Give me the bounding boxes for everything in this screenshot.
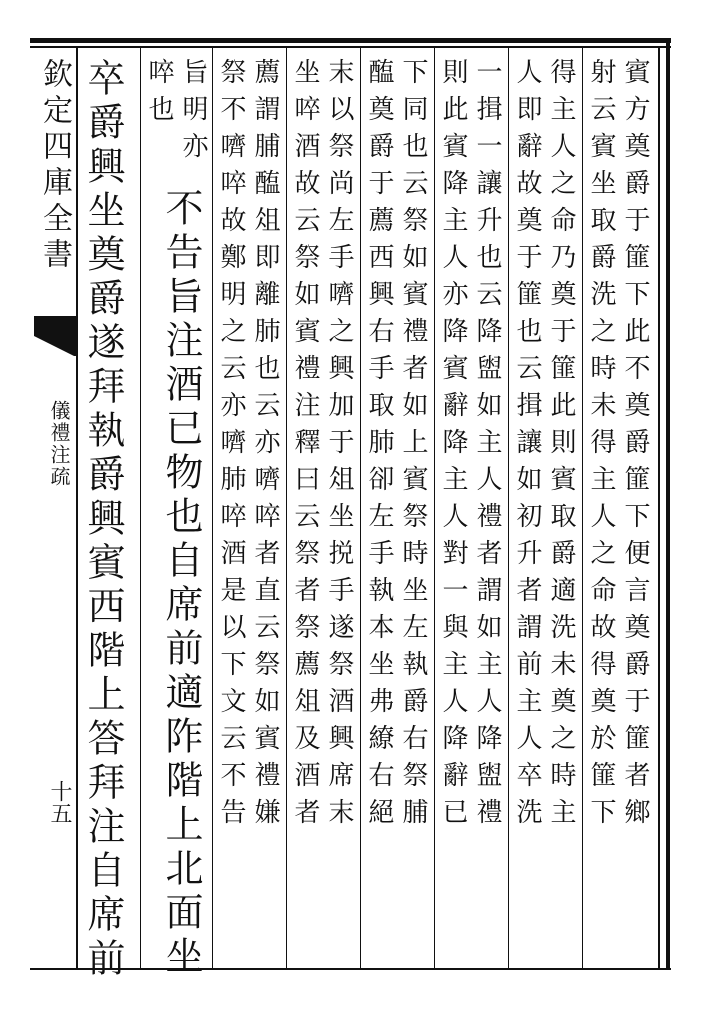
column-rule: [508, 48, 509, 968]
book-title: 儀禮注疏: [47, 400, 71, 488]
text-column: 啐也: [144, 58, 174, 132]
main-text-column: 不告旨注酒已物也自席前適阼階上北面坐: [159, 188, 203, 980]
text-column: 旨明亦: [178, 58, 208, 169]
text-column: 得主人之命乃奠于篚此則賓取爵適洗未奠之時主: [546, 58, 576, 835]
right-border: [666, 38, 670, 970]
text-column: 一揖一讓升也云降盥如主人禮者謂如主人降盥禮: [472, 58, 502, 835]
text-column: 末以祭尚左手嚌之興加于俎坐捝手遂祭酒興席末: [324, 58, 354, 835]
text-column: 祭不嚌啐故鄭明之云亦嚌肺啐酒是以下文云不告: [216, 58, 246, 835]
text-column: 薦謂脯醢俎即離肺也云亦嚌啐者直云祭如賓禮嫌: [250, 58, 280, 835]
right-border-inner: [658, 46, 660, 970]
bottom-border: [30, 968, 671, 970]
top-border: [30, 38, 671, 43]
column-rule: [434, 48, 435, 968]
column-rule: [360, 48, 361, 968]
text-column: 人即辭故奠于篚也云揖讓如初升者謂前主人卒洗: [512, 58, 542, 835]
column-rule: [212, 48, 213, 968]
text-column: 坐啐酒故云祭如賓禮注釋曰云祭者祭薦俎及酒者: [290, 58, 320, 835]
top-border-inner: [30, 46, 671, 48]
fish-tail-notch: [34, 336, 74, 376]
text-column: 射云賓坐取爵洗之時未得主人之命故得奠於篚下: [586, 58, 616, 835]
text-column: 則此賓降主人亦降賓辭降主人對一與主人降辭已: [438, 58, 468, 835]
main-text-column: 卒爵興坐奠爵遂拜執爵興賓西階上答拜注自席前: [81, 58, 125, 982]
text-column: 醢奠爵于薦西興右手取肺卻左手執本坐弗繚右絕: [364, 58, 394, 835]
text-column: 賓方奠爵于篚下此不奠爵篚下便言奠爵于篚者鄉: [620, 58, 650, 835]
column-rule: [286, 48, 287, 968]
library-title: 欽定四庫全書: [37, 58, 72, 274]
column-rule: [140, 48, 141, 968]
text-column: 下同也云祭如賓禮者如上賓祭時坐左執爵右祭脯: [398, 58, 428, 835]
page-number: 十五: [47, 780, 72, 824]
column-rule: [582, 48, 583, 968]
